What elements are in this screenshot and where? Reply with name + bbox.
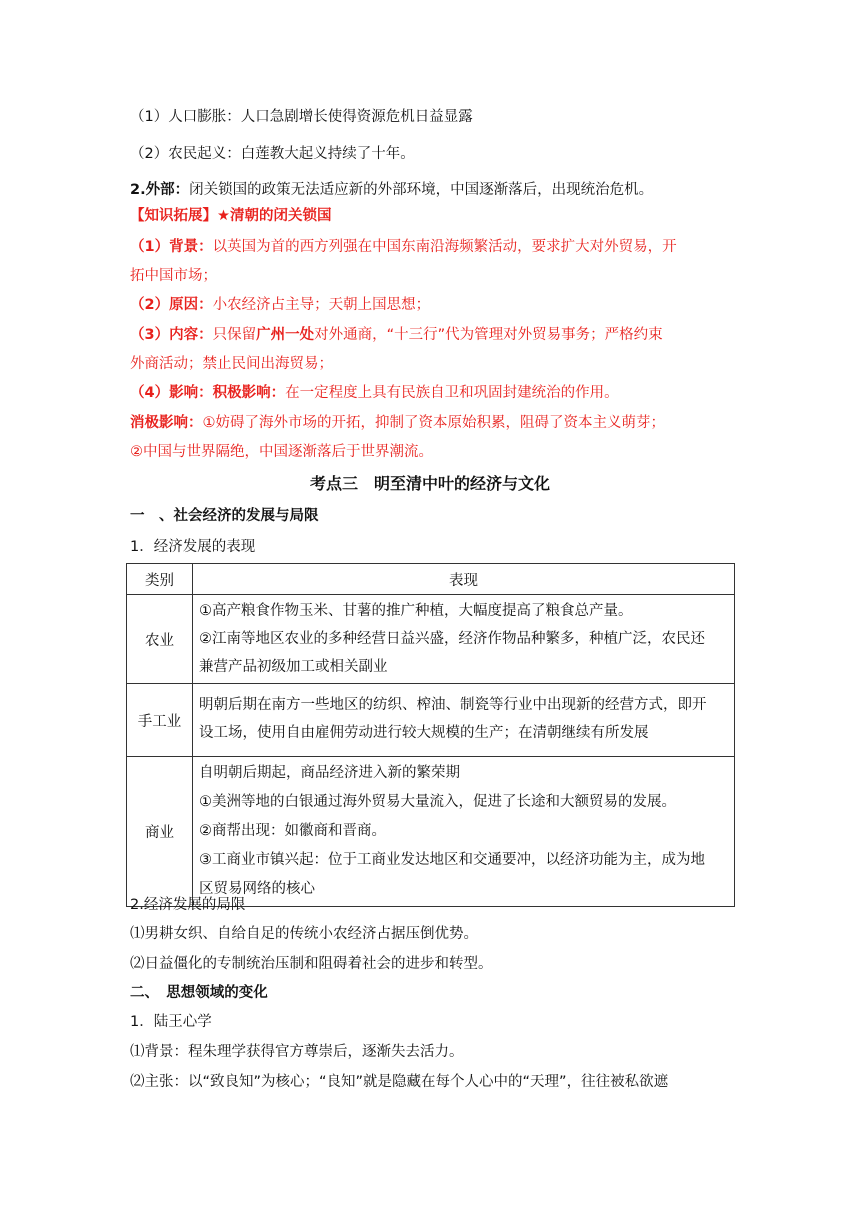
content-cell xyxy=(193,684,735,757)
content-line: ①高产粮食作物玉米、甘薯的推广种植，大幅度提高了粮食总产量。 xyxy=(199,603,633,619)
limitation-1: ⑴男耕女织、自给自足的传统小农经济占据压倒优势。 xyxy=(130,926,478,942)
impact-negative-line-2: ②中国与世界隔绝，中国逐渐落后于世界潮流。 xyxy=(130,444,433,460)
content-line-1 xyxy=(130,325,663,345)
content-cell xyxy=(193,595,735,684)
section-title: 考点三 明至清中叶的经济与文化 xyxy=(309,474,550,493)
luwang-claim: ⑵主张：以“致良知”为核心；“良知”就是隐藏在每个人心中的“天理”，往往被私欲遮 xyxy=(130,1074,669,1090)
header-category: 类别 xyxy=(127,564,193,595)
cause-text: 小农经济占主导；天朝上国思想； xyxy=(212,297,431,313)
content-line: ③工商业市镇兴起：位于工商业发达地区和交通要冲，以经济功能为主，成为地 xyxy=(199,852,705,868)
background-lead: （1）背景： xyxy=(130,239,213,255)
cause-lead: （2）原因： xyxy=(130,297,213,313)
external-lead: 2.外部： xyxy=(130,182,190,198)
content-line: 兼营产品初级加工或相关副业 xyxy=(199,659,388,675)
background-line-1 xyxy=(130,237,677,257)
content-line: ②商帮出现：如徽商和晋商。 xyxy=(199,823,386,839)
content-line: ①美洲等地的白银通过海外贸易大量流入，促进了长途和大额贸易的发展。 xyxy=(199,794,676,810)
impact-negative-text: ①妨碍了海外市场的开拓，抑制了资本原始积累，阻碍了资本主义萌芽； xyxy=(202,415,665,431)
category-cell: 手工业 xyxy=(127,684,193,757)
impact-negative-line xyxy=(130,413,665,433)
content-text-1a: 只保留 xyxy=(212,327,257,343)
subsection-1-1-title: 1．经济发展的表现 xyxy=(130,539,256,555)
content-text-1b: 广州一处 xyxy=(256,327,315,343)
content-line: 区贸易网络的核心 xyxy=(199,881,315,897)
content-line: 设工场，使用自由雇佣劳动进行较大规模的生产；在清朝继续有所发展 xyxy=(199,725,649,741)
category-cell: 商业 xyxy=(127,757,193,907)
content-line: ②江南等地区农业的多种经营日益兴盛，经济作物品种繁多，种植广泛，农民还 xyxy=(199,631,705,647)
table-row xyxy=(127,595,735,684)
luwang-background: ⑴背景：程朱理学获得官方尊崇后，逐渐失去活力。 xyxy=(130,1044,464,1060)
economy-table xyxy=(126,563,735,907)
population-line: （1）人口膨胀：人口急剧增长使得资源危机日益显露 xyxy=(130,109,473,125)
knowledge-extension-title: 【知识拓展】★清朝的闭关锁国 xyxy=(130,208,332,224)
peasant-uprising-line: （2）农民起义：白莲教大起义持续了十年。 xyxy=(130,146,415,162)
cause-line xyxy=(130,295,430,315)
external-line xyxy=(130,180,653,200)
background-line-2: 拓中国市场； xyxy=(130,268,217,284)
subsection-1-title: 一 、社会经济的发展与局限 xyxy=(130,508,319,524)
limitation-2: ⑵日益僵化的专制统治压制和阻碍着社会的进步和转型。 xyxy=(130,956,493,972)
table-row xyxy=(127,684,735,757)
impact-lead: （4）影响： xyxy=(130,385,213,401)
background-text-1: 以英国为首的西方列强在中国东南沿海频繁活动，要求扩大对外贸易，开 xyxy=(212,239,677,255)
table-header-row xyxy=(127,564,735,595)
table-row xyxy=(127,757,735,907)
content-line: 自明朝后期起，商品经济进入新的繁荣期 xyxy=(199,765,460,781)
content-lead: （3）内容： xyxy=(130,327,213,343)
content-text-1c: 对外通商，“十三行”代为管理对外贸易事务；严格约束 xyxy=(314,327,663,343)
subsection-1-2-title: 2.经济发展的局限 xyxy=(130,897,246,913)
impact-positive-lead: 积极影响： xyxy=(212,385,286,401)
impact-negative-lead: 消极影响： xyxy=(130,415,203,431)
impact-positive-text: 在一定程度上具有民族自卫和巩固封建统治的作用。 xyxy=(285,385,619,401)
external-text: 闭关锁国的政策无法适应新的外部环境，中国逐渐落后，出现统治危机。 xyxy=(189,182,654,198)
content-line-2: 外商活动；禁止民间出海贸易； xyxy=(130,356,333,372)
header-content: 表现 xyxy=(193,564,735,595)
subsection-2-1-title: 1．陆王心学 xyxy=(130,1014,212,1030)
content-cell xyxy=(193,757,735,907)
category-cell: 农业 xyxy=(127,595,193,684)
content-line: 明朝后期在南方一些地区的纺织、榨油、制瓷等行业中出现新的经营方式，即开 xyxy=(199,697,707,713)
impact-line xyxy=(130,383,619,403)
subsection-2-title: 二、 思想领域的变化 xyxy=(130,985,268,1001)
